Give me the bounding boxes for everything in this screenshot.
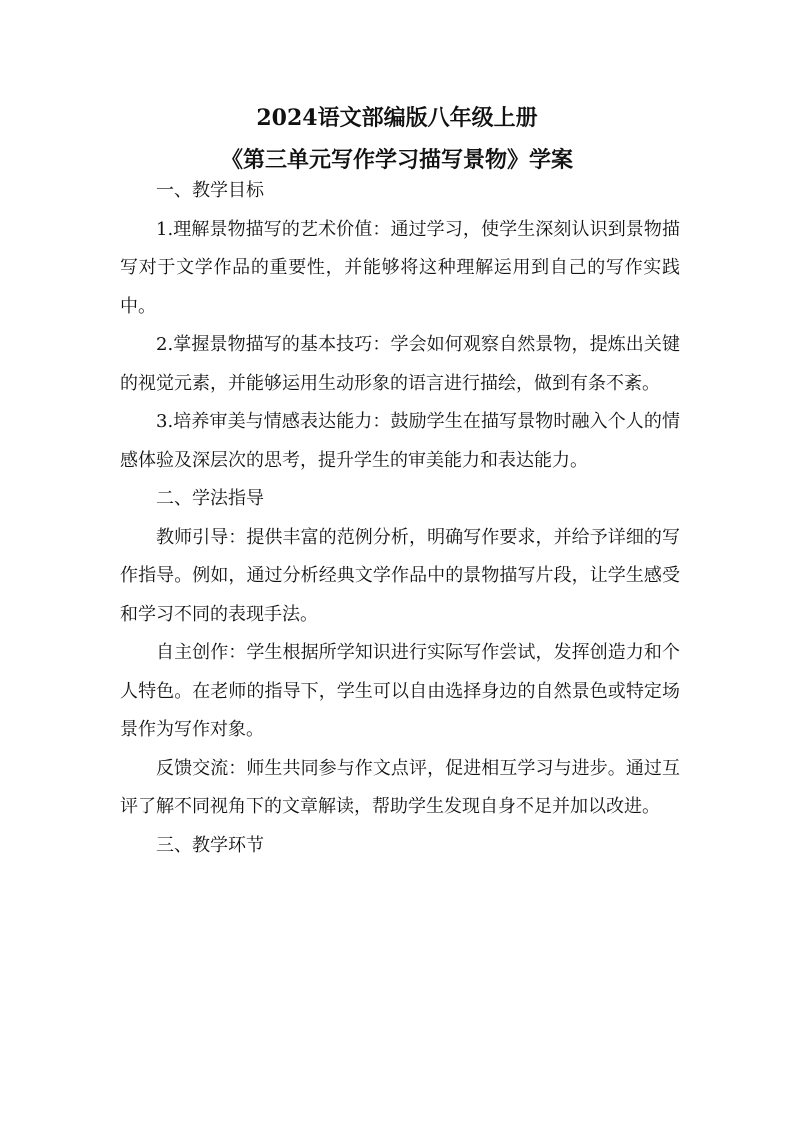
guidance-paragraph-self-creation: 自主创作：学生根据所学知识进行实际写作尝试，发挥创造力和个人特色。在老师的指导下，学生可以自由选择身边的自然景色或特定场景作为写作对象。 [120,642,680,740]
guidance-paragraph-teacher: 教师引导：提供丰富的范例分析，明确写作要求，并给予详细的写作指导。例如，通过分析经典文学作品中的景物描写片段，让学生感受和学习不同的表现手法。 [120,526,680,625]
document-title-line-2: 《第三单元写作学习描写景物》学案 [220,147,573,173]
document-body [120,172,680,865]
guidance-paragraph-feedback: 反馈交流：师生共同参与作文点评，促进相互学习与进步。通过互评了解不同视角下的文章解读，帮助学生发现自身不足并加以改进。 [120,757,680,817]
goal-paragraph-3: 3.培养审美与情感表达能力：鼓励学生在描写景物时融入个人的情感体验及深层次的思考，提升学生的审美能力和表达能力。 [120,411,680,471]
section-heading-teaching-steps: 三、教学环节 [156,834,264,856]
document-title-line-1: 2024语文部编版八年级上册 [256,105,538,131]
section-heading-teaching-goals: 一、教学目标 [156,180,264,201]
section-heading-study-guidance: 二、学法指导 [156,488,264,509]
goal-paragraph-2: 2.掌握景物描写的基本技巧：学会如何观察自然景物，提炼出关键的视觉元素，并能够运用生动形象的语言进行描绘，做到有条不紊。 [120,334,680,394]
goal-paragraph-1: 1.理解景物描写的艺术价值：通过学习，使学生深刻认识到景物描写对于文学作品的重要性，并能够将这种理解运用到自己的写作实践中。 [120,218,680,317]
